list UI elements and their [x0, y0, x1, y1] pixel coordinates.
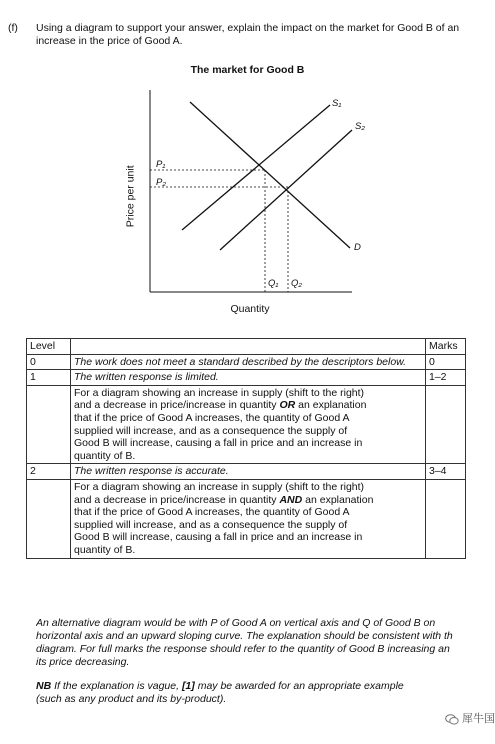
- wechat-icon: [445, 714, 459, 725]
- demand-curve: [190, 102, 350, 248]
- note-line: its price decreasing.: [36, 656, 130, 668]
- nb-line-2: (such as any product and its by-product).: [36, 693, 227, 705]
- descriptor-line: quantity of B.: [74, 449, 136, 462]
- table-row: [27, 354, 466, 370]
- mark-scheme-table: [26, 338, 466, 559]
- header-level: Level: [27, 339, 71, 355]
- row-level: 0: [27, 354, 71, 370]
- label-q1: Q₁: [268, 278, 279, 289]
- row-descriptor: [71, 479, 426, 558]
- row-descriptor: The work does not meet a standard described by the descriptors below.: [71, 354, 426, 370]
- nb-text: If the explanation is vague,: [51, 680, 182, 692]
- row-descriptor: The written response is limited.: [71, 370, 426, 386]
- descriptor-line: [74, 399, 422, 412]
- connector-or: OR: [279, 399, 296, 412]
- question-number: (f): [8, 22, 18, 34]
- supply-curve-s1: [182, 105, 330, 230]
- row-level: 1: [27, 370, 71, 386]
- row-marks: [426, 385, 466, 464]
- descriptor-line-start: and a decrease in price/increase in quantity: [74, 399, 280, 412]
- row-marks: 0: [426, 354, 466, 370]
- table-row: [27, 370, 466, 386]
- nb-note: [36, 680, 476, 706]
- note-line: diagram. For full marks the response should refer to the quantity of Good B increasing an: [36, 643, 450, 655]
- descriptor-line: supplied will increase, and as a consequence the supply of: [74, 518, 348, 531]
- table-row: [27, 385, 466, 464]
- label-p1: P₁: [156, 159, 166, 170]
- descriptor-line: For a diagram showing an increase in supply (shift to the right): [74, 386, 365, 399]
- watermark-text: 犀牛国: [462, 713, 495, 725]
- header-marks: Marks: [426, 339, 466, 355]
- row-descriptor: The written response is accurate.: [71, 464, 426, 480]
- nb-line-1: [36, 680, 476, 693]
- label-s1: S₁: [332, 98, 342, 109]
- descriptor-line: that if the price of Good A increases, the quantity of Good A: [74, 506, 350, 519]
- label-p2: P₂: [156, 177, 166, 188]
- descriptor-line: supplied will increase, and as a consequence the supply of: [74, 424, 348, 437]
- descriptor-line-start: and a decrease in price/increase in quantity: [74, 493, 280, 506]
- label-d: D: [354, 242, 361, 253]
- supply-demand-diagram: [120, 80, 380, 300]
- header-descriptor: [71, 339, 426, 355]
- row-marks: 3–4: [426, 464, 466, 480]
- descriptor-line: that if the price of Good A increases, the quantity of Good A: [74, 411, 350, 424]
- descriptor-line: For a diagram showing an increase in supply (shift to the right): [74, 480, 365, 493]
- connector-and: AND: [279, 493, 303, 506]
- nb-label: NB: [36, 680, 52, 692]
- table-row: [27, 464, 466, 480]
- descriptor-line: quantity of B.: [74, 543, 136, 556]
- watermark: [445, 713, 495, 726]
- label-q2: Q₂: [291, 278, 303, 289]
- descriptor-line-end: an explanation: [302, 493, 374, 506]
- row-descriptor: [71, 385, 426, 464]
- nb-text: may be awarded for an appropriate example: [194, 680, 404, 692]
- descriptor-line: Good B will increase, causing a fall in price and an increase in: [74, 531, 363, 544]
- note-line: horizontal axis and an upward sloping curve. The explanation should be consistent with th: [36, 630, 453, 642]
- row-level: 2: [27, 464, 71, 480]
- diagram-title: The market for Good B: [190, 64, 305, 76]
- descriptor-line: Good B will increase, causing a fall in price and an increase in: [74, 437, 363, 450]
- alternative-diagram-note: [36, 617, 495, 669]
- descriptor-line: [74, 494, 422, 507]
- table-header-row: [27, 339, 466, 355]
- label-s2: S₂: [355, 121, 365, 132]
- y-axis-label: Price per unit: [124, 165, 137, 228]
- row-level: [27, 385, 71, 464]
- marks-ref: [1]: [181, 680, 195, 692]
- row-marks: 1–2: [426, 370, 466, 386]
- question-text: Using a diagram to support your answer, explain the impact on the market for Good B of an increase in the price of Good A.: [36, 22, 460, 47]
- descriptor-line-end: an explanation: [295, 399, 367, 412]
- row-marks: [426, 479, 466, 558]
- note-line: An alternative diagram would be with P of Good A on vertical axis and Q of Good B on: [36, 617, 436, 629]
- table-row: [27, 479, 466, 558]
- row-level: [27, 479, 71, 558]
- x-axis-label: Quantity: [230, 303, 270, 315]
